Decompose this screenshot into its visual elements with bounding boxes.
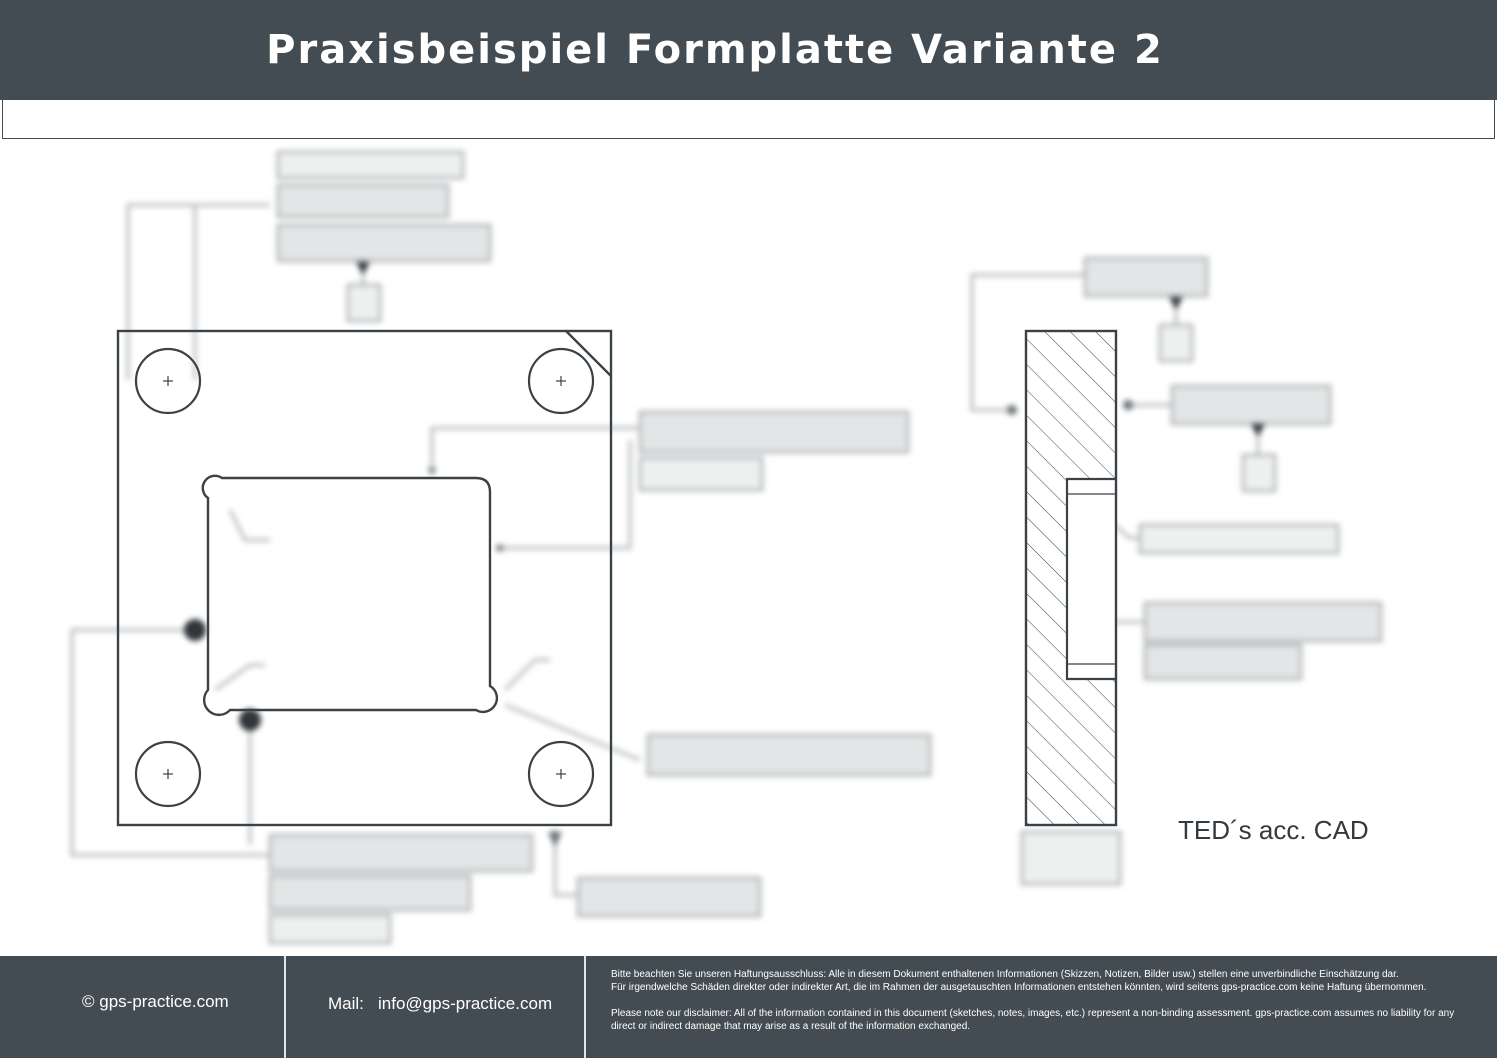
copyright-text: © gps-practice.com (82, 992, 229, 1011)
disclaimer-en-line-2: direct or indirect damage that may arise as a result of the information exchanged. (611, 1021, 971, 1032)
disclaimer-en-line-1: Please note our disclaimer: All of the information contained in this document (sketches, notes, images, etc.) represent a non-binding assessment. gps-practice.com assumes no liability for any (611, 1008, 1455, 1019)
footer-divider (284, 956, 286, 1058)
corner-holes (136, 349, 593, 806)
page-title: Praxisbeispiel Formplatte Variante 2 (266, 27, 1164, 73)
pocket-outline (203, 476, 497, 715)
disclaimer-de-line-2: Für irgendwelche Schäden direkter oder indirekter Art, die im Rahmen der ausgetauschten Informationen entstehen könnten, wird seitens gps-practice.com keine Haftung übernommen. (611, 982, 1427, 993)
ted-note: TED´s acc. CAD (1178, 815, 1369, 845)
hole-center-marks (163, 376, 566, 779)
sub-header-bar (2, 100, 1495, 139)
blurred-dots-front (184, 262, 562, 846)
mail-label: Mail: (328, 994, 364, 1013)
front-view-plate (118, 331, 611, 825)
footer-divider (584, 956, 586, 1058)
disclaimer-de-line-1: Bitte beachten Sie unseren Haftungsausschluss: Alle in diesem Dokument enthaltenen Informationen (Skizzen, Notizen, Bilder usw.) stellen eine unverbindliche Einschätzung dar. (611, 969, 1399, 980)
footer-bar (0, 956, 1497, 1058)
disclaimer (611, 968, 1481, 1033)
side-view-section (1026, 331, 1116, 825)
header-bar (0, 0, 1497, 100)
mail-link[interactable]: info@gps-practice.com (378, 994, 553, 1013)
